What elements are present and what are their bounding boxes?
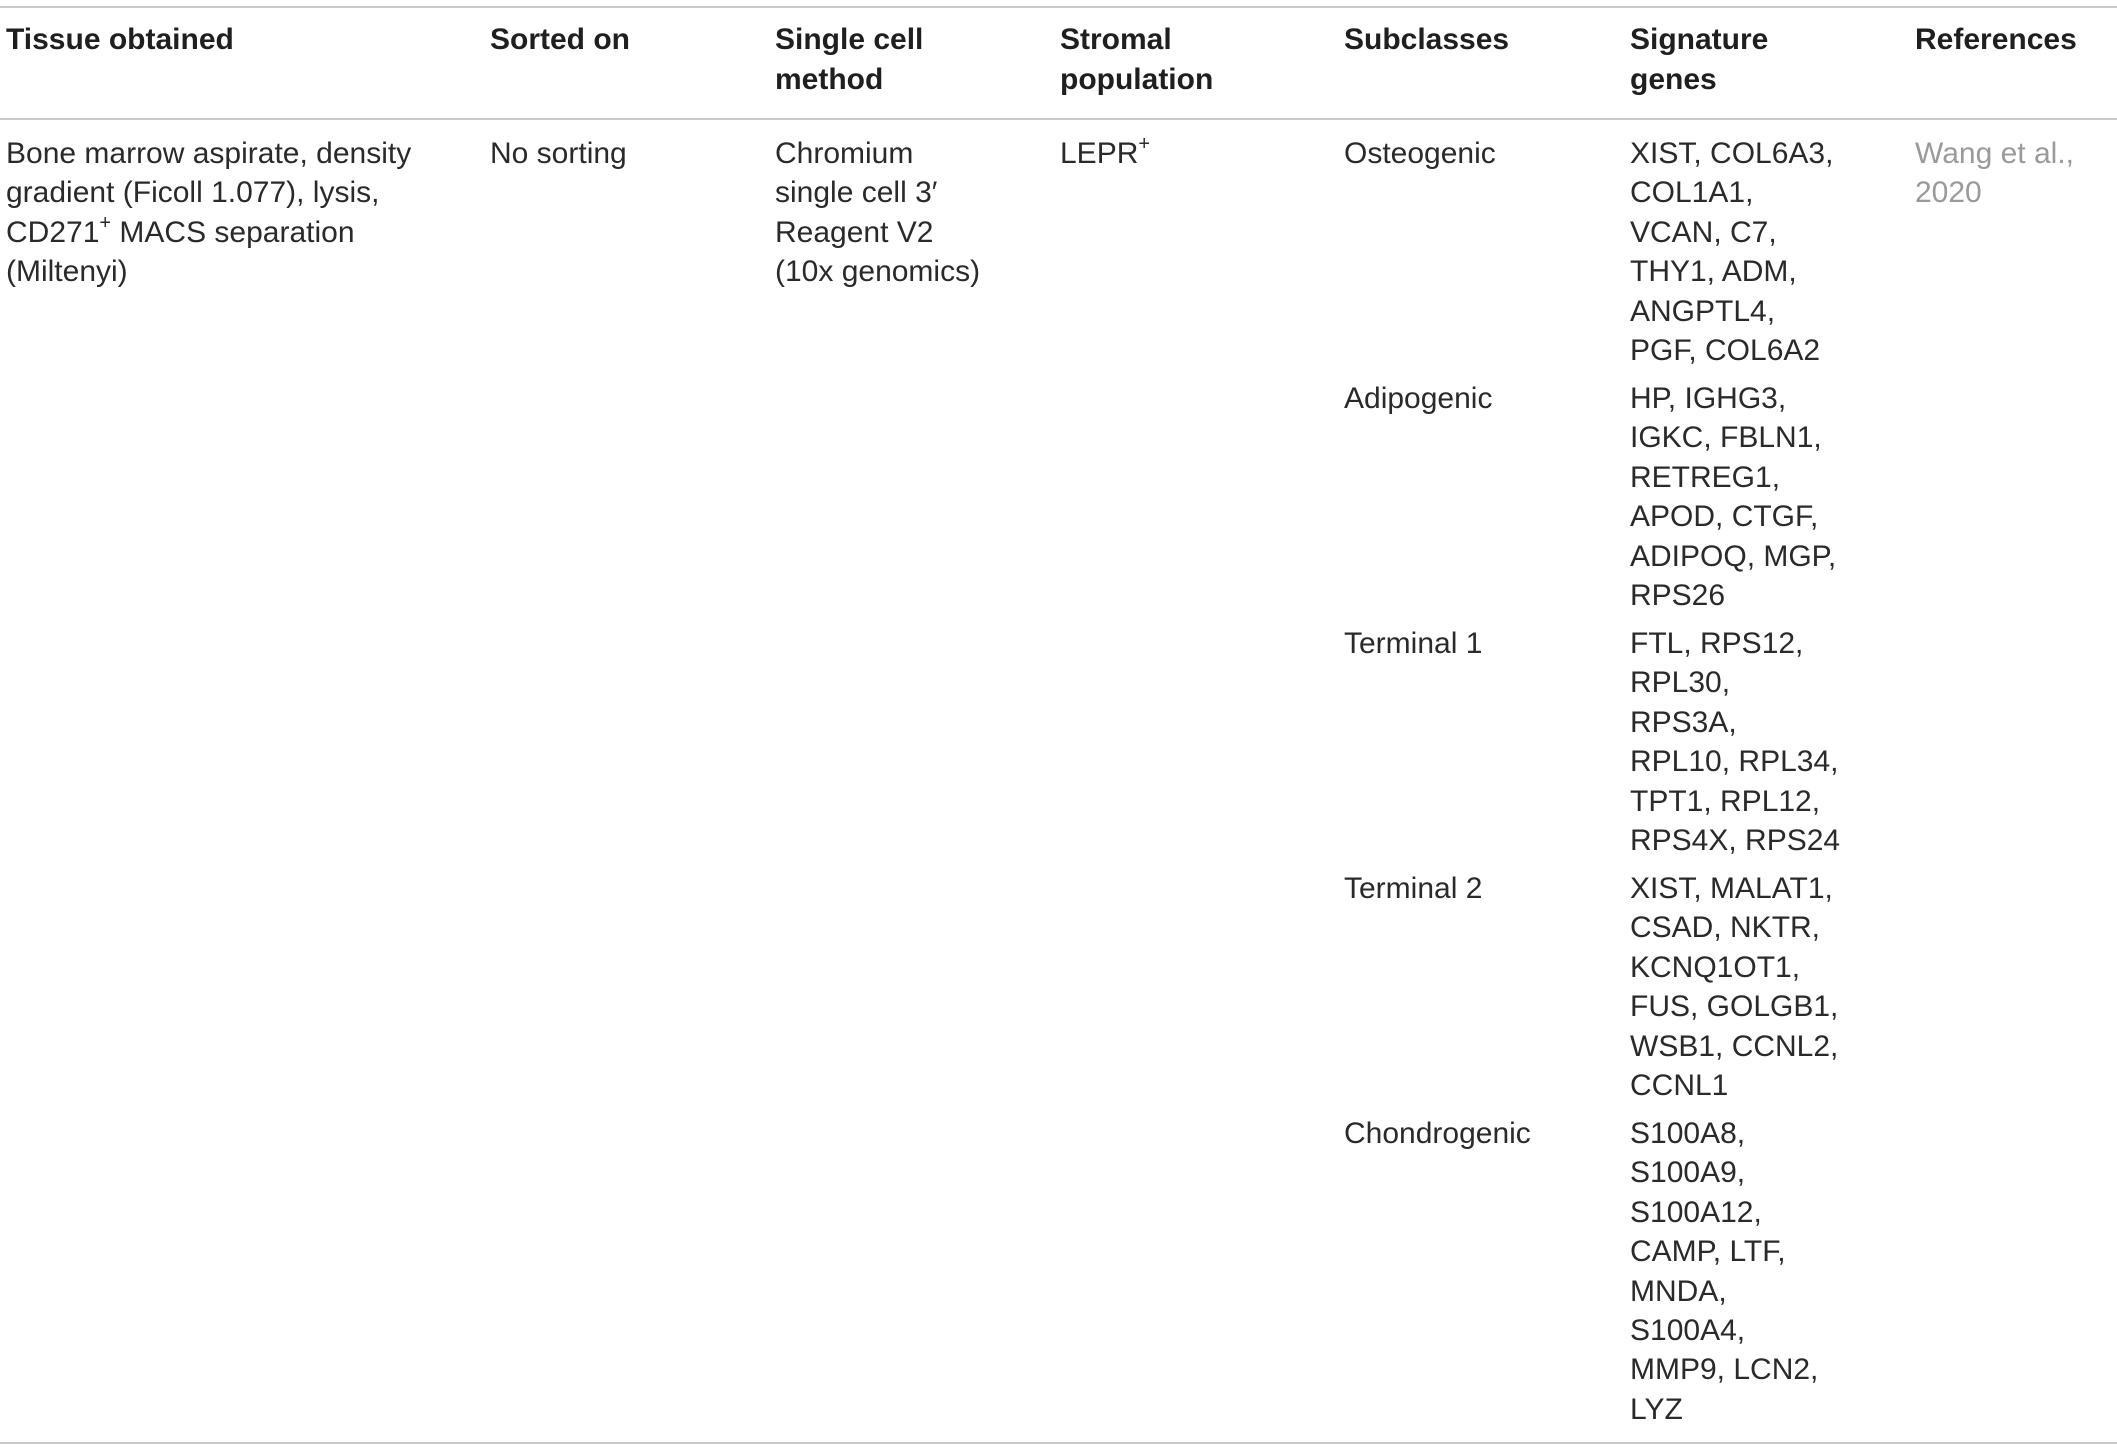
subclass-genes: XIST, MALAT1, CSAD, NKTR, KCNQ1OT1, FUS, GOLGB1, WSB1, CCNL2, CCNL1 xyxy=(1630,872,1839,1103)
subclass-genes: S100A8, S100A9, S100A12, CAMP, LTF, MNDA, S100A4, MMP9, LCN2, LYZ xyxy=(1630,1117,1819,1426)
header-signature-genes: Signature genes xyxy=(1630,23,1769,96)
header-sorted-on: Sorted on xyxy=(490,23,630,56)
header-single-cell-method: Single cell method xyxy=(775,23,924,96)
tissue-text-part2: MACS separation (Miltenyi) xyxy=(6,215,355,289)
subclass-genes: XIST, COL6A3, COL1A1, VCAN, C7, THY1, ADM, ANGPTL4, PGF, COL6A2 xyxy=(1630,137,1834,368)
subclass-name: Osteogenic xyxy=(1344,137,1496,170)
tissue-text-part1: Bone marrow aspirate, density gradient (Ficoll 1.077), lysis, CD271 xyxy=(6,137,412,249)
cell-stromal-population xyxy=(1060,134,1320,173)
subclass-genes: HP, IGHG3, IGKC, FBLN1, RETREG1, APOD, CTGF, ADIPOQ, MGP, RPS26 xyxy=(1630,382,1837,613)
subclass-name: Adipogenic xyxy=(1344,382,1493,415)
header-references: References xyxy=(1915,23,2077,56)
cell-tissue-obtained xyxy=(6,134,466,292)
cell-single-cell-method: Chromium single cell 3′ Reagent V2 (10x genomics) xyxy=(775,137,981,289)
table-bottom-rule xyxy=(0,1442,2117,1444)
subclass-genes: FTL, RPS12, RPL30, RPS3A, RPL10, RPL34, TPT1, RPL12, RPS4X, RPS24 xyxy=(1630,627,1841,858)
subclass-name: Terminal 2 xyxy=(1344,872,1483,905)
header-tissue-obtained: Tissue obtained xyxy=(6,23,234,56)
subclass-name: Terminal 1 xyxy=(1344,627,1483,660)
population-text: LEPR xyxy=(1060,137,1139,170)
tissue-superscript: + xyxy=(99,211,112,234)
cell-sorted-on: No sorting xyxy=(490,137,627,170)
table-top-rule xyxy=(0,6,2117,8)
population-superscript: + xyxy=(1138,133,1151,155)
subclass-name: Chondrogenic xyxy=(1344,1117,1531,1150)
reference-link[interactable]: Wang et al., 2020 xyxy=(1915,137,2074,210)
header-subclasses: Subclasses xyxy=(1344,23,1510,56)
header-divider-rule xyxy=(0,118,2117,120)
header-stromal-population: Stromal population xyxy=(1060,23,1214,96)
